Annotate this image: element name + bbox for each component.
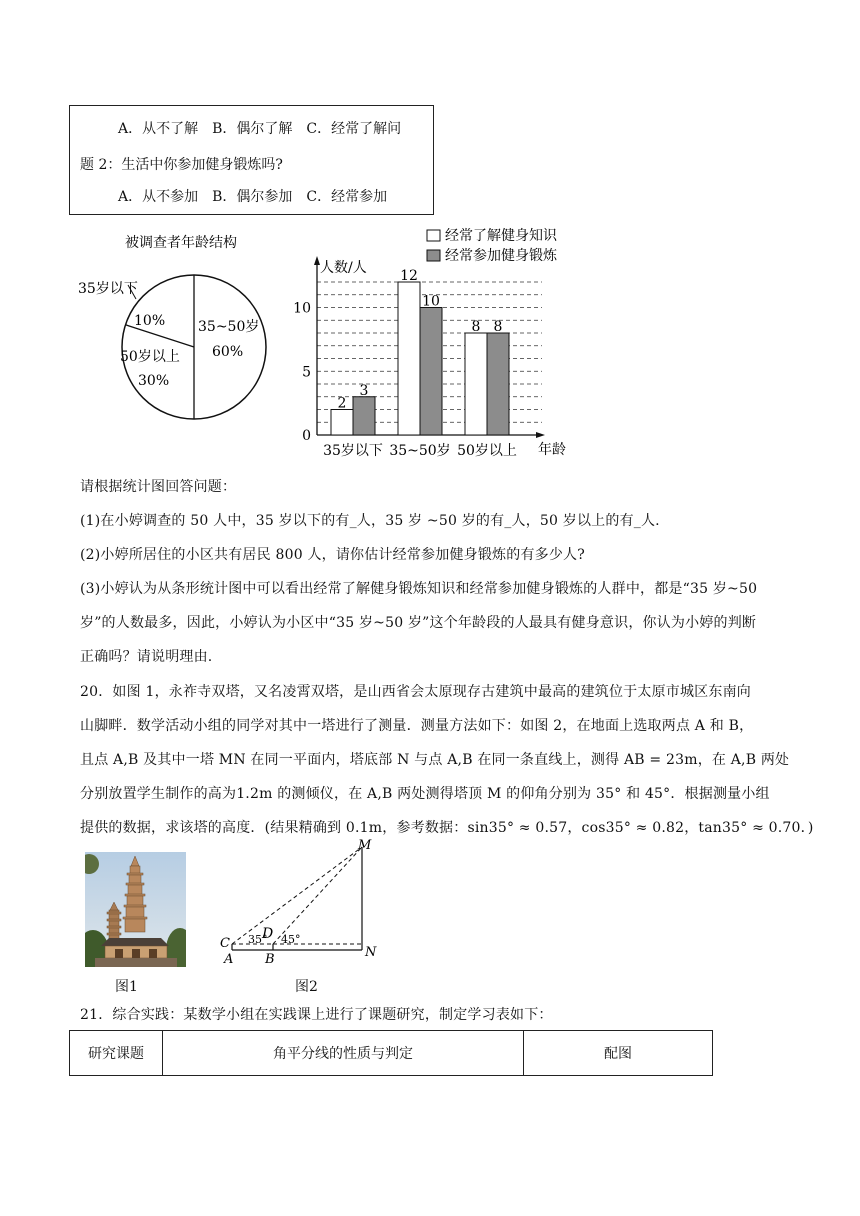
figure-2-caption: 图2 [295,979,318,995]
label-d: D [262,926,274,942]
pie-slice-label-over50: 50岁以上 [120,349,180,365]
pie-slice-percent-over50: 30% [138,373,170,389]
prompt-text: 请根据统计图回答问题： [80,479,237,495]
pie-slice-label-under35: 35岁以下 [78,281,138,297]
question-3-line1: (3)小婷认为从条形统计图中可以看出经常了解健身锻炼知识和经常参加健身锻炼的人群中，都是“35 岁~50 [80,581,758,597]
question-3-line2: 岁”的人数最多，因此，小婷认为小区中“35 岁~50 岁”这个年龄段的人最具有健身意识，你认为小婷的判断 [80,615,757,631]
pie-slice-percent-35-50: 60% [212,344,244,360]
label-a: A [224,952,234,967]
bar-value-label: 10 [422,293,440,310]
y-axis-label: 人数/人 [320,260,367,276]
x-category-label: 35~50岁 [389,443,451,459]
legend-swatch-knowledge [427,230,440,241]
angle-35-label: 35° [248,933,268,946]
pie-slice-label-35-50: 35~50岁 [198,319,260,335]
table-row [70,1031,713,1076]
bar-value-label: 12 [400,268,418,284]
pie-title: 被调查者年龄结构 [125,235,237,251]
question-3-line3: 正确吗？请说明理由. [80,649,213,665]
angle-45-label: 45° [281,933,301,946]
y-tick-label: 10 [293,300,311,317]
bar-chart [290,222,590,464]
bar-value-label: 2 [337,395,347,412]
x-category-label: 50岁以上 [457,443,517,459]
q2-question: 题 2：生活中你参加健身锻炼吗? [80,157,283,173]
label-b: B [265,952,275,967]
x-axis-arrow [536,432,545,438]
problem-20-line1: 20．如图 1，永祚寺双塔，又名凌霄双塔，是山西省会太原现存古建筑中最高的建筑位于太原市城区东南向 [80,684,751,700]
problem-20-line3: 且点 A,B 及其中一塔 MN 在同一平面内，塔底部 N 与点 A,B 在同一条直线上，测得 AB = 23m，在 A,B 两处 [80,752,790,768]
pagoda-photo [85,852,186,967]
bar-value-label: 8 [471,319,481,335]
figure-1-caption: 图1 [115,979,138,995]
sight-line-c [232,847,362,944]
q2-options: A．从不参加 B．偶尔参加 C．经常参加 [118,189,388,205]
legend-label-knowledge: 经常了解健身知识 [445,228,557,244]
options-box [69,105,434,215]
bar-knowledge [398,282,420,435]
q1-options: A．从不了解 B．偶尔了解 C．经常了解问 [118,121,402,137]
sight-line-d [273,847,362,944]
label-c: C [220,936,230,951]
study-table [69,1030,713,1076]
bar-exercise [353,397,375,435]
figure-2-diagram [215,835,385,970]
question-2: (2)小婷所居住的小区共有居民 800 人，请你估计经常参加健身锻炼的有多少人? [80,547,585,563]
pie-chart [70,225,280,430]
bar-value-label: 3 [359,382,369,399]
pie-slice-percent-under35: 10% [134,313,166,329]
x-axis-label: 年龄 [538,442,566,458]
problem-21: 21．综合实践：某数学小组在实践课上进行了课题研究，制定学习表如下： [80,1007,553,1023]
question-1: (1)在小婷调查的 50 人中，35 岁以下的有_人，35 岁 ~50 岁的有_人，50 岁以上的有_人. [80,513,660,529]
table-cell-topic-header: 研究课题 [70,1031,163,1076]
bar-knowledge [331,410,353,436]
legend-swatch-exercise [427,250,440,261]
legend-label-exercise: 经常参加健身锻炼 [445,248,557,264]
label-n: N [365,945,377,960]
bar-value-label: 8 [493,319,503,335]
y-tick-label: 0 [302,428,311,444]
x-category-label: 35岁以下 [323,443,383,459]
problem-20-line4: 分别放置学生制作的高为1.2m 的测倾仪，在 A,B 两处测得塔顶 M 的仰角分别为 35° 和 45°．根据测量小组 [80,786,770,802]
bar-exercise [420,308,442,436]
label-m: M [358,838,372,853]
table-cell-figure-header: 配图 [524,1031,713,1076]
y-tick-label: 5 [302,364,311,381]
table-cell-topic: 角平分线的性质与判定 [163,1031,524,1076]
bar-knowledge [465,333,487,435]
bar-exercise [487,333,509,435]
problem-20-line5: 提供的数据，求该塔的高度．(结果精确到 0.1m，参考数据：sin35° ≈ 0.57，cos35° ≈ 0.82，tan35° ≈ 0.70．) [80,820,814,836]
problem-20-line2: 山脚畔．数学活动小组的同学对其中一塔进行了测量．测量方法如下：如图 2，在地面上选取两点 A 和 B， [80,718,754,734]
